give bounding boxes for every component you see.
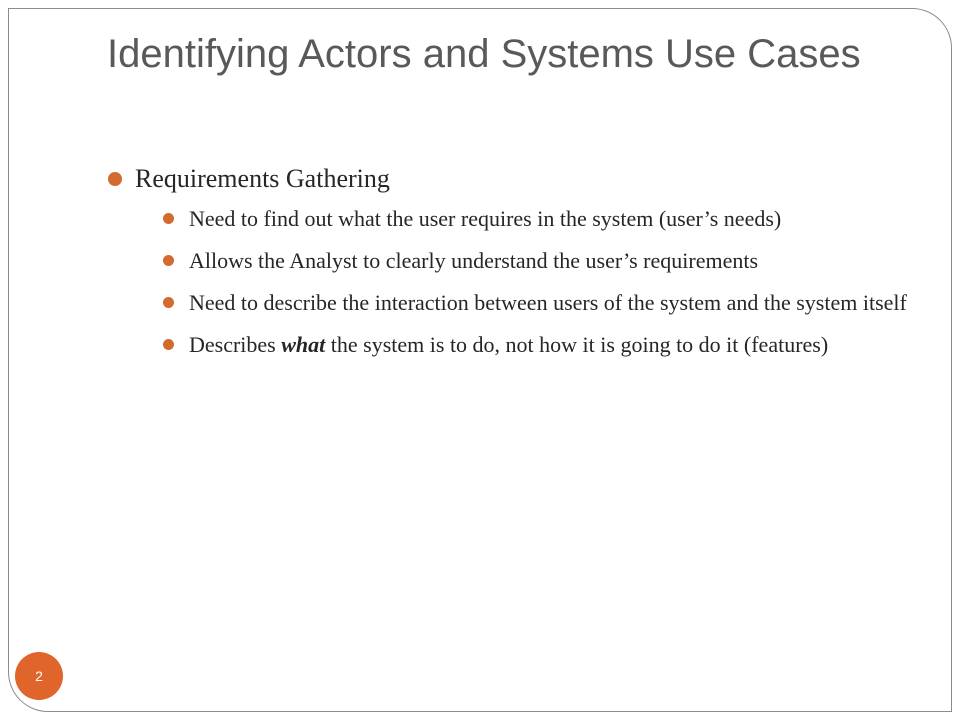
bullet-dot-icon	[108, 172, 122, 186]
slide-content	[108, 160, 908, 370]
bullet-heading-text: Requirements Gathering	[135, 164, 390, 193]
sub-bullet-item	[163, 202, 908, 236]
sub-bullet-text-suffix: the system is to do, not how it is going to do it (features)	[325, 332, 829, 357]
sub-bullet-item	[163, 244, 908, 278]
sub-bullet-text: Need to find out what the user requires in the system (user’s needs)	[189, 206, 782, 231]
slide-number-badge: 2	[15, 652, 63, 700]
bullet-requirements-gathering	[108, 160, 908, 198]
sub-bullet-dot-icon	[163, 297, 174, 308]
sub-bullet-dot-icon	[163, 213, 174, 224]
sub-bullet-dot-icon	[163, 255, 174, 266]
sub-bullet-emphasis: what	[281, 332, 326, 357]
sub-bullet-item	[163, 328, 908, 362]
sub-bullet-list	[108, 202, 908, 362]
sub-bullet-item	[163, 286, 908, 320]
sub-bullet-text-prefix: Describes	[189, 332, 282, 357]
sub-bullet-text: Allows the Analyst to clearly understand the user’s requirements	[189, 248, 759, 273]
sub-bullet-text: Need to describe the interaction between users of the system and the system itself	[189, 290, 907, 315]
slide-title: Identifying Actors and Systems Use Cases	[107, 32, 861, 76]
sub-bullet-dot-icon	[163, 339, 174, 350]
